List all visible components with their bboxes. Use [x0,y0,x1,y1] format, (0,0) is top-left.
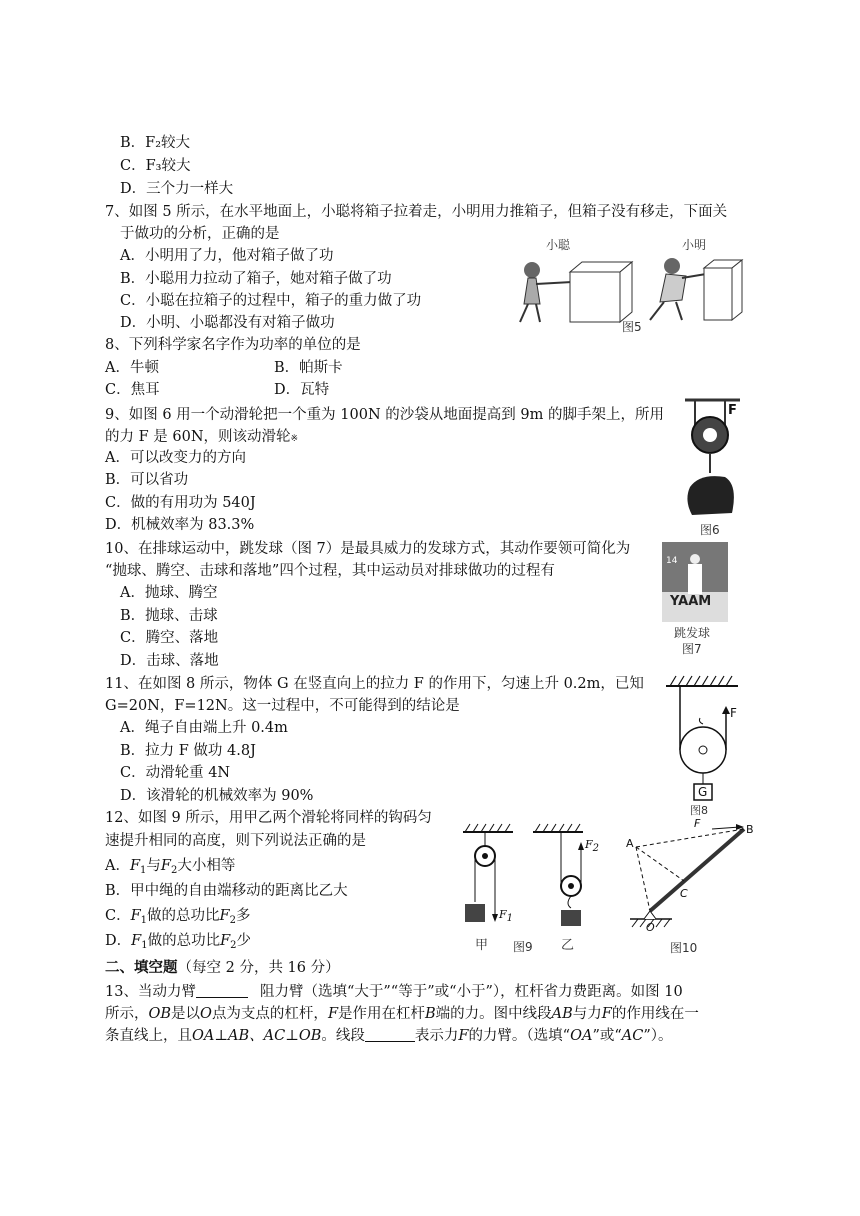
q9-option-d: D．机械效率为 83.3% [105,517,255,533]
q13-l3-e: ”或“ [592,1028,622,1044]
q6-option-d: D．三个力一样大 [120,181,234,197]
fig9-f2-letter: F [585,838,593,851]
q13-l2-ab: AB [551,1006,573,1022]
q10-option-d: D．击球、落地 [120,653,219,669]
q12-a-f2: F [160,858,171,874]
q13-l3-c: 表示力 [414,1028,459,1044]
q12-d-sub2: 2 [230,940,237,951]
fig9-f2-label [585,838,599,854]
q12-c-f2: F [219,908,230,924]
q12-d-f2: F [220,933,231,949]
fig10-caption: 图10 [670,941,698,955]
q12-d-f1: F [131,933,142,949]
q13-l2-ob: OB [148,1006,172,1022]
fig7-banner-text: YAAM [670,594,712,609]
q12-option-d [105,931,251,956]
q7-stem-1: 7、如图 5 所示，在水平地面上，小聪将箱子拉着走，小明用力推箱子，但箱子没有移走，下面关 [105,204,728,220]
fig7-jersey-number: 14 [666,556,678,566]
q13-l2-o: O [200,1006,212,1022]
q13-l2-b: 是以 [171,1006,201,1022]
q13-l2-f2: F [601,1006,612,1022]
fig10-drawing [622,815,762,940]
q10-stem-1: 10、在排球运动中，跳发球（图 7）是最具威力的发球方式，其动作要领可简化为 [105,541,631,557]
fig9-label-yi: 乙 [561,938,575,953]
fig9-f1-label [499,908,513,924]
q13-l2-d: 是作用在杠杆 [338,1006,425,1022]
q6-option-b: B．F₂较大 [120,135,191,151]
figure-8 [658,672,743,820]
q13-l2-h: 的作用线在一 [611,1006,699,1022]
fig6-force-label: F [728,403,737,418]
fig9-label-jia: 甲 [475,938,489,953]
q13-line-2 [105,1004,699,1024]
q11-option-d: D．该滑轮的机械效率为 90% [120,788,314,804]
q12-d-mid: 做的总功比 [147,933,221,949]
q13-line-1 [105,982,683,1002]
q9-option-c: C．做的有用功为 540J [105,495,256,511]
q11-stem-2: G=20N，F=12N。这一过程中，不可能得到的结论是 [105,698,460,714]
q12-stem-2: 速提升相同的高度，则下列说法正确的是 [105,833,366,849]
q12-d-sub1: 1 [141,940,148,951]
section-2-title: 二、填空题 [105,959,178,976]
q13-line-3 [105,1026,673,1046]
q13-l3-f: F [458,1028,469,1044]
q12-a-sub1: 1 [140,865,147,876]
figure-10 [622,815,762,960]
q12-c-f1: F [130,908,141,924]
q13-l3-d: 的力臂。（选填“ [468,1028,571,1044]
q7-option-d: D．小明、小聪都没有对箱子做功 [120,315,335,331]
q9-stem-mark: ※ [290,434,299,444]
fig7-photo [662,542,728,622]
section-2-note: （每空 2 分，共 16 分） [177,960,340,976]
fig5-caption: 图5 [622,320,642,334]
q13-l3-f2: ”）。 [643,1028,673,1044]
q12-d-pre: D． [105,933,132,949]
q12-c-post: 多 [235,908,251,924]
q7-stem-2: 于做功的分析，正确的是 [120,226,280,242]
q13-l2-bb: B [425,1006,436,1022]
q6-option-c: C．F₃较大 [120,158,191,174]
fig9-f1-sub: 1 [506,913,514,924]
fig9-f1-letter: F [499,908,507,921]
q12-c-pre: C． [105,908,131,924]
q13-l2-g: 与力 [572,1006,602,1022]
q9-stem-2 [105,427,298,449]
q7-option-a: A．小明用了力，他对箱子做了功 [120,248,334,264]
q11-option-a: A．绳子自由端上升 0.4m [120,720,288,736]
fig6-drawing [670,395,750,525]
q10-option-c: C．腾空、落地 [120,630,219,646]
q9-option-a: A．可以改变力的方向 [105,450,246,466]
q13-blank-2[interactable] [365,1027,415,1042]
figure-6 [670,395,750,540]
q13-l2-a: 所示， [105,1006,149,1022]
q13-l1-pre: 13、当动力臂 [105,984,196,1000]
fig7-caption: 图7 [682,642,702,656]
q13-l1-mid: 阻力臂（选填“大于”“等于”或“小于”），杠杆省力费距离。如图 10 [259,984,683,1000]
fig10-label-b: B [746,823,754,836]
q10-option-a: A．抛球、腾空 [120,585,218,601]
q12-option-a [105,856,235,881]
figure-9 [455,820,620,960]
fig5-label-xiaoming: 小明 [682,238,707,252]
q7-option-c: C．小聪在拉箱子的过程中，箱子的重力做了功 [120,293,422,309]
q9-stem-1: 9、如图 6 用一个动滑轮把一个重为 100N 的沙袋从地面提高到 9m 的脚手架上，所用 [105,407,664,423]
q13-l2-f: F [327,1006,338,1022]
q11-option-c: C．动滑轮重 4N [120,765,231,781]
q12-option-c [105,906,250,931]
fig7-label: 跳发球 [674,626,711,640]
figure-5 [510,232,750,337]
fig10-label-o: O [646,921,655,934]
q10-option-b: B．抛球、击球 [120,608,218,624]
q13-l3-oa2: OA [570,1028,593,1044]
q9-option-b: B．可以省功 [105,472,189,488]
q8-option-c: C．焦耳 [105,382,160,398]
q13-l3-oa: OA⊥AB、AC⊥OB [192,1028,322,1044]
q12-c-mid: 做的总功比 [147,908,220,924]
q13-l3-a: 条直线上，且 [105,1028,192,1044]
q12-a-pre: A． [105,858,130,874]
q8-option-a: A．牛顿 [105,360,159,376]
q12-option-b: B．甲中绳的自由端移动的距离比乙大 [105,883,348,899]
q12-stem-1: 12、如图 9 所示，用甲乙两个滑轮将同样的钩码匀 [105,810,432,826]
figure-7 [660,542,730,657]
fig9-caption: 图9 [513,940,533,954]
fig10-label-f: F [694,817,701,830]
section-2-heading [105,958,340,978]
q11-option-b: B．拉力 F 做功 4.8J [120,743,256,759]
q7-option-b: B．小聪用力拉动了箱子，她对箱子做了功 [120,271,392,287]
q12-d-post: 少 [236,933,252,949]
q13-l2-c: 点为支点的杠杆， [211,1006,328,1022]
fig8-weight-label: G [698,785,708,799]
q12-c-sub2: 2 [229,915,236,926]
q8-option-b: B．帕斯卡 [274,360,343,376]
fig10-label-a: A [626,837,634,850]
fig5-label-xiaocong: 小聪 [546,238,571,252]
q13-l2-e: 端的力。图中线段 [435,1006,552,1022]
fig6-caption: 图6 [700,523,720,537]
q11-stem-1: 11、在如图 8 所示，物体 G 在竖直向上的拉力 F 的作用下，匀速上升 0.2m，已知 [105,676,644,692]
fig8-force-label: F [730,706,737,720]
q12-a-post: 大小相等 [177,858,236,874]
q12-a-sub2: 2 [170,865,178,876]
fig10-label-c: C [680,887,688,900]
q13-blank-1[interactable] [196,983,248,998]
q13-l3-ac: AC [621,1028,644,1044]
q10-stem-2: “抛球、腾空、击球和落地”四个过程，其中运动员对排球做功的过程有 [105,563,555,579]
q8-option-d: D．瓦特 [274,382,330,398]
q9-stem-2-text: 的力 F 是 60N，则该动滑轮 [105,429,291,445]
q12-a-f1: F [129,858,141,874]
q13-l3-b: 。线段 [321,1028,365,1044]
q8-stem: 8、下列科学家名字作为功率的单位的是 [105,337,361,353]
q12-c-sub1: 1 [140,915,148,926]
q12-a-mid: 与 [146,858,161,874]
fig8-caption: 图8 [690,804,708,817]
fig9-f2-sub: 2 [592,843,600,854]
